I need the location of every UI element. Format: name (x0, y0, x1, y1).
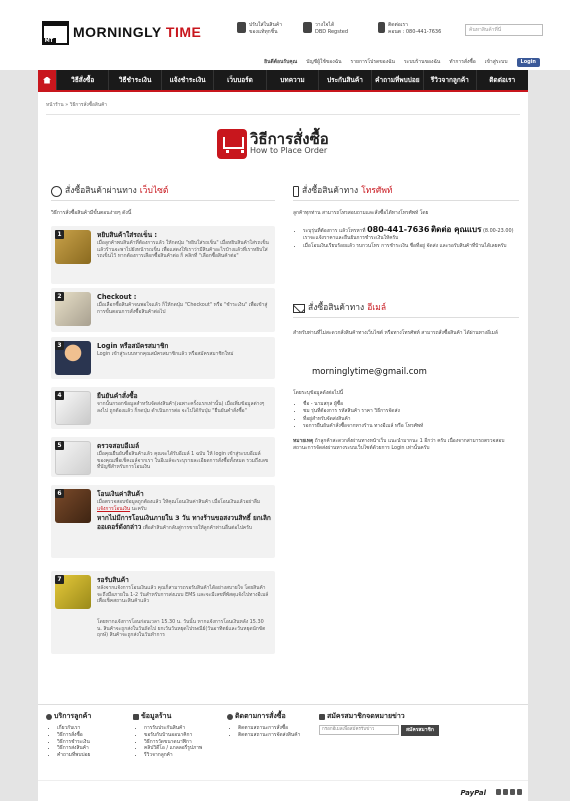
footer-link[interactable]: • เกี่ยวกับเรา (57, 725, 91, 732)
step-2 (51, 288, 275, 332)
footer-link[interactable]: • การรับประกันสินค้า (144, 725, 202, 732)
footer-col-newsletter (319, 712, 439, 736)
email-address[interactable]: morninglytime@gmail.com (312, 367, 427, 377)
lock-icon (237, 22, 246, 33)
mail-heading-text: สั่งซื้อสินค้าทาง (308, 303, 365, 313)
phone-icon (293, 186, 299, 197)
phone-body (293, 210, 519, 251)
page-title (217, 129, 329, 159)
web-heading (51, 186, 168, 197)
mail-item: • รอการยืนยันคำสั่งซื้อจากทางร้าน ทางอีเมล์ หรือ โทรศัพท์ (303, 423, 519, 430)
step-title: หยิบสินค้าใส่รถเข็น : (97, 231, 158, 239)
nav-payment[interactable]: วิธีชำระเงิน (108, 70, 160, 90)
footer-title: บริการลูกค้า (54, 712, 92, 720)
store-icon (133, 714, 139, 720)
footer-title: ติดตามการสั่งซื้อ (235, 712, 286, 720)
phone-bullet (303, 225, 519, 242)
envelope-icon (293, 304, 305, 313)
step-7 (51, 571, 275, 654)
mail-note (293, 438, 519, 451)
info-line: ติดต่อเรา (388, 22, 408, 28)
step-number: 1 (55, 230, 64, 239)
phone-intro: ลูกค้าทุกท่าน สามารถโทรสอบถามและสั่งซื้อได้ทางโทรศัพท์ โดย (293, 210, 429, 216)
shield-icon (303, 22, 312, 33)
footer-link[interactable]: • วิธีการส่งสินค้า (57, 745, 91, 752)
mail-body (293, 390, 519, 451)
footer-title: ข้อมูลร้าน (141, 712, 172, 720)
nav-articles[interactable]: บทความ (266, 70, 318, 90)
cancel-note (97, 514, 271, 532)
footer-link[interactable]: • วิธีการวัดขนาดนาฬิกา (144, 739, 202, 746)
footer-link[interactable]: • คำถามที่พบบ่อย (57, 752, 91, 759)
phone-heading-text: สั่งซื้อสินค้าทาง (302, 186, 359, 196)
logo-icon[interactable] (42, 21, 69, 45)
step-5 (51, 437, 275, 477)
newsletter-subscribe-button[interactable]: สมัครสมาชิก (401, 725, 439, 736)
info-line: คอนต : 080-441-7636 (388, 28, 442, 35)
step-1 (51, 226, 275, 284)
genuine-info (237, 22, 282, 36)
footer-link[interactable]: • วิธีการสั่งซื้อ (57, 732, 91, 739)
mail-heading (293, 303, 386, 314)
footer-link[interactable]: • วิธีการชำระเงิน (57, 739, 91, 746)
newsletter-email-input[interactable]: กรอกอีเมลเพื่อสมัครรับข่าว (319, 725, 399, 735)
info-line: ของแท้ทุกชิ้น (249, 28, 278, 35)
step-title: โอนเงินค่าสินค้า (97, 490, 144, 498)
nav-webboard[interactable]: เว็บบอร์ด (213, 70, 265, 90)
step-desc-2: โดยหากแจ้งการโอนก่อนเวลา 15.30 น. วันนั้น หากแจ้งการโอนเงินหลัง 15.30 น. สินค้าจะถูกส่งในวันถัดไป ยกเว้นวันหยุดไปรษณีย์(วันอาทิตย์และวันหยุดนักขัตฤกษ์) สินค้าจะถูกส่งในวันทำการ (97, 619, 266, 639)
payment-notify-link[interactable]: แจ้งการโอนเงิน (97, 505, 131, 512)
footer-link[interactable]: • ติดตามสถานะการสั่งซื้อ (238, 725, 300, 732)
step-number: 6 (55, 489, 64, 498)
phone-heading-accent: โทรศัพท์ (361, 186, 393, 196)
top-link-login[interactable]: เข้าสู่ระบบ (484, 59, 508, 65)
main-nav (38, 70, 528, 92)
step-title: รอรับสินค้า (97, 576, 129, 584)
divider (46, 114, 520, 115)
web-heading-text: สั่งซื้อสินค้าผ่านทาง (65, 186, 137, 196)
breadcrumb-home[interactable]: หน้าร้าน (46, 103, 64, 108)
step-6 (51, 485, 275, 558)
step-4 (51, 387, 275, 429)
phone-number[interactable]: 080-441-7636 (367, 224, 430, 234)
trust-info (303, 22, 348, 36)
step-desc: เมื่อคุณยืนยันซื้อสินค้าแล้ว คุณจะได้รับอีเมล์ 1 ฉบับ ให้ login เข้าสู่ระบบอีเมล์ของคุณเพื่อเช็คเมล์จากเรา ในอีเมล์จะระบุรายละเอียดการสั่งซื้อทั้งหมด รวมถึงเลขที่บัญชีสำหรับการโอนเงิน (97, 451, 269, 471)
footer-link[interactable]: • คลิปวิดีโอ / แกลลอรี่รูปภาพ (144, 745, 202, 752)
payment-icons (496, 789, 522, 795)
nav-reviews[interactable]: รีวิวจากลูกค้า (423, 70, 475, 90)
info-line: วางใจได้ (315, 22, 335, 28)
mail-req: โดยระบุข้อมูลดังต่อไปนี้ (293, 390, 344, 396)
step-desc: Login เข้าสู่ระบบหากคุณสมัครสมาชิกแล้ว หรือสมัครสมาชิกใหม่ (97, 351, 234, 357)
top-link-checkout[interactable]: ทำการสั่งซื้อ (449, 59, 476, 65)
mail-note-text: ถ้าลูกค้าสะดวกสั่งผ่านทางหน้าเว็บ แนะนำมากนะ 1 อีกว่า ครับ เนื่องจากสามารถตรวจสอบสถานะการจัดส่งผ่านทางระบบเว็บไซต์ด้วยการ Login เท่านั้นครับ (293, 438, 505, 451)
search-input[interactable]: ค้นหาสินค้าที่นี่ (465, 24, 543, 36)
mail-icon (319, 714, 325, 720)
header (0, 0, 570, 70)
brand-second: TIME (165, 24, 202, 40)
mail-item: • ชื่อ - นามสกุล ผู้ซื้อ (303, 401, 519, 408)
step-desc-text: จากนั้นกรอกข้อมูลสำหรับจัดส่งสินค้า(เฉพาะครั้งแรกเท่านั้น) เมื่อเพิ่มข้อมูลต่างๆ ลงไป ถูกต้องแล้ว ก็กดปุ่ม ดำเนินการต่อ จะไปได้กับปุ่ม "ยืนยันคำสั่งซื้อ" (97, 401, 265, 414)
mail-note-label: หมายเหตุ (293, 438, 314, 445)
divider (51, 200, 275, 201)
nav-how-to-order[interactable]: วิธีสั่งซื้อ (56, 70, 108, 90)
mail-item: • ที่อยู่สำหรับจัดส่งสินค้า (303, 416, 519, 423)
phone-heading (293, 186, 393, 197)
step-desc-text: เมื่อตรวจสอบข้อมูลถูกต้องแล้ว ให้คุณโอนเงินค่าสินค้า เมื่อโอนเงินแล้วอย่าลืม (97, 499, 261, 505)
mail-heading-accent: อีเมล์ (367, 303, 387, 313)
title-english: How to Place Order (250, 145, 328, 155)
step-number: 5 (55, 441, 64, 450)
footer-col-store (133, 712, 202, 758)
logo-badge: MT (42, 38, 56, 45)
step-desc: หลังจากแจ้งการโอนเงินแล้ว คุณก็สามารถรอรับสินค้าได้อย่างสบายใจ โดยสินค้าจะถึงมือภายใน 1-2 วันสำหรับการส่งแบบ EMS และจะมีเลขที่พัสดุแจ้งไปทางอีเมล์เพื่อเช็คสถานะสินค้าแล้ว (97, 585, 269, 605)
brand-name[interactable] (73, 23, 201, 42)
welcome-text: ยินดีต้อนรับคุณ (264, 59, 298, 65)
step-desc: เมื่อลูกค้าพบสินค้าที่ต้องการแล้ว ให้กดปุ่ม "หยิบใส่รถเข็น" เมื่อหยิบสินค้าใส่รถเข็นแล้วร้านจะพาไปยังหน้ารถเข็น เพื่อแสดงให้เราว่ามีสินค้าอะไรบ้างแล้วที่เราหยิบใส่รถเข็นไว้ หากต้องการเลือกซื้อสินค้าต่อ ก็ คลิกที่ "เลือกซื้อสินค้าต่อ" (97, 240, 269, 260)
step-desc: เมื่อเลือกซื้อสินค้าจนพอใจแล้ว ก็ให้กดปุ่ม "Checkout" หรือ "ชำระเงิน" เพื่อเข้าสู่การขั้นตอนการสั่งซื้อสินค้าต่อไป (97, 302, 268, 315)
step-desc (97, 499, 269, 512)
note-desc: เพื่อสำสินค้ากลับสู่การขายให้ลูกค้าท่านอื่นต่อไปครับ (142, 524, 252, 531)
payment-icon (517, 789, 522, 795)
web-heading-accent: เว็บไซต์ (139, 186, 169, 196)
footer-link[interactable]: • รีวิวจากลูกค้า (144, 752, 202, 759)
step-number: 7 (55, 575, 64, 584)
top-link-wishlist[interactable]: รายการโปรดของฉัน (350, 59, 395, 65)
step-title: Login หรือสมัครสมาชิก (97, 342, 169, 350)
breadcrumb (46, 103, 107, 109)
footer-col-tracking (227, 712, 300, 739)
nav-warranty[interactable]: ประกันสินค้า (318, 70, 370, 90)
footer-title: สมัครสมาชิกจดหมายข่าว (327, 712, 405, 720)
step-number: 2 (55, 292, 64, 301)
facebook-login-button[interactable]: Login (517, 58, 540, 67)
mail-intro: สำหรับท่านที่ไม่สะดวกสั่งสินค้าทางเว็บไซต์ หรือทางโทรศัพท์ สามารถสั่งซื้อสินค้า ได้ผ่านทางอีเมล์ (293, 330, 498, 336)
paypal-logo: PayPal (460, 789, 486, 797)
web-intro: วิธีการสั่งซื้อสินค้ามีขั้นตอนง่ายๆ ดังนี้ (51, 210, 132, 216)
breadcrumb-sep: » (65, 103, 69, 108)
step-3 (51, 337, 275, 379)
main-content (38, 92, 528, 704)
divider (293, 317, 519, 318)
footer-link[interactable]: • ขอรับกับบ้านออนาคิกา (144, 732, 202, 739)
footer (38, 704, 528, 780)
phone-icon (378, 22, 385, 33)
phone-bullet-text: ระบุรุ่นที่ต้องการ แล้วโทรหาที่ (303, 227, 366, 234)
brand-first: MORNINGLY (73, 24, 162, 40)
step-number: 3 (55, 341, 64, 350)
nav-faq[interactable]: คำถามที่พบบ่อย (371, 70, 423, 90)
footer-col-service (46, 712, 91, 758)
info-line: ปรับใส่ในสินค้า (249, 22, 283, 28)
cart-icon (217, 129, 247, 159)
info-icon (46, 714, 52, 720)
payment-icon (510, 789, 515, 795)
top-links (264, 58, 540, 67)
breadcrumb-current: วิธีการสั่งซื้อสินค้า (69, 103, 107, 108)
divider (293, 200, 519, 201)
home-icon[interactable] (38, 70, 56, 90)
nav-payment-notify[interactable]: แจ้งชำระเงิน (161, 70, 213, 90)
globe-icon (51, 186, 62, 197)
heart-icon (227, 714, 233, 720)
phone-bullet: • เมื่อโอนเงินเรียบร้อยแล้ว รบกวนโทร การชำระเงิน ชื่อที่อยู่ จัดส่ง และรอรับสินค้าที่บ้านได้เลยครับ (303, 243, 519, 250)
phone-bullet-text: (8.00-23.00) เราจะแจ้งราคาและยืนยันการชำระเงินให้ครับ (303, 227, 514, 242)
step-number: 4 (55, 391, 64, 400)
step-title: ยืนยันคำสั่งซื้อ (97, 392, 138, 400)
payment-icon (496, 789, 501, 795)
step-title: ตรวจสอบอีเมล์ (97, 442, 140, 450)
top-link-account[interactable]: บัญชีผู้ใช้ของฉัน (306, 59, 342, 65)
bottom-bar (38, 780, 528, 801)
step-title: Checkout : (97, 293, 137, 301)
note-title: หากไม่มีการโอนเงินภายใน 3 วัน ทางร้านขอสงวนสิทธิ์ ยกเลิกออเดอร์ดังกล่าว (97, 514, 271, 531)
step-desc (97, 401, 269, 414)
mail-item: • ชม รุ่นที่ต้องการ รหัสสินค้า ราคา วิธีการจัดส่ง (303, 408, 519, 415)
info-line: DBD Regsted (315, 28, 349, 35)
contact-info (378, 22, 441, 36)
payment-icon (503, 789, 508, 795)
step-desc-tail: นะครับ (131, 505, 147, 512)
phone-contact-name: ติดต่อ คุณแบร (430, 224, 482, 234)
top-link-store[interactable]: ระบบร้านของฉัน (403, 59, 441, 65)
nav-contact[interactable]: ติดต่อเรา (476, 70, 528, 90)
footer-link[interactable]: • ติดตามสถานะการจัดส่งสินค้า (238, 732, 300, 739)
title-thai: วิธีการสั่งซื้อ (250, 129, 329, 148)
